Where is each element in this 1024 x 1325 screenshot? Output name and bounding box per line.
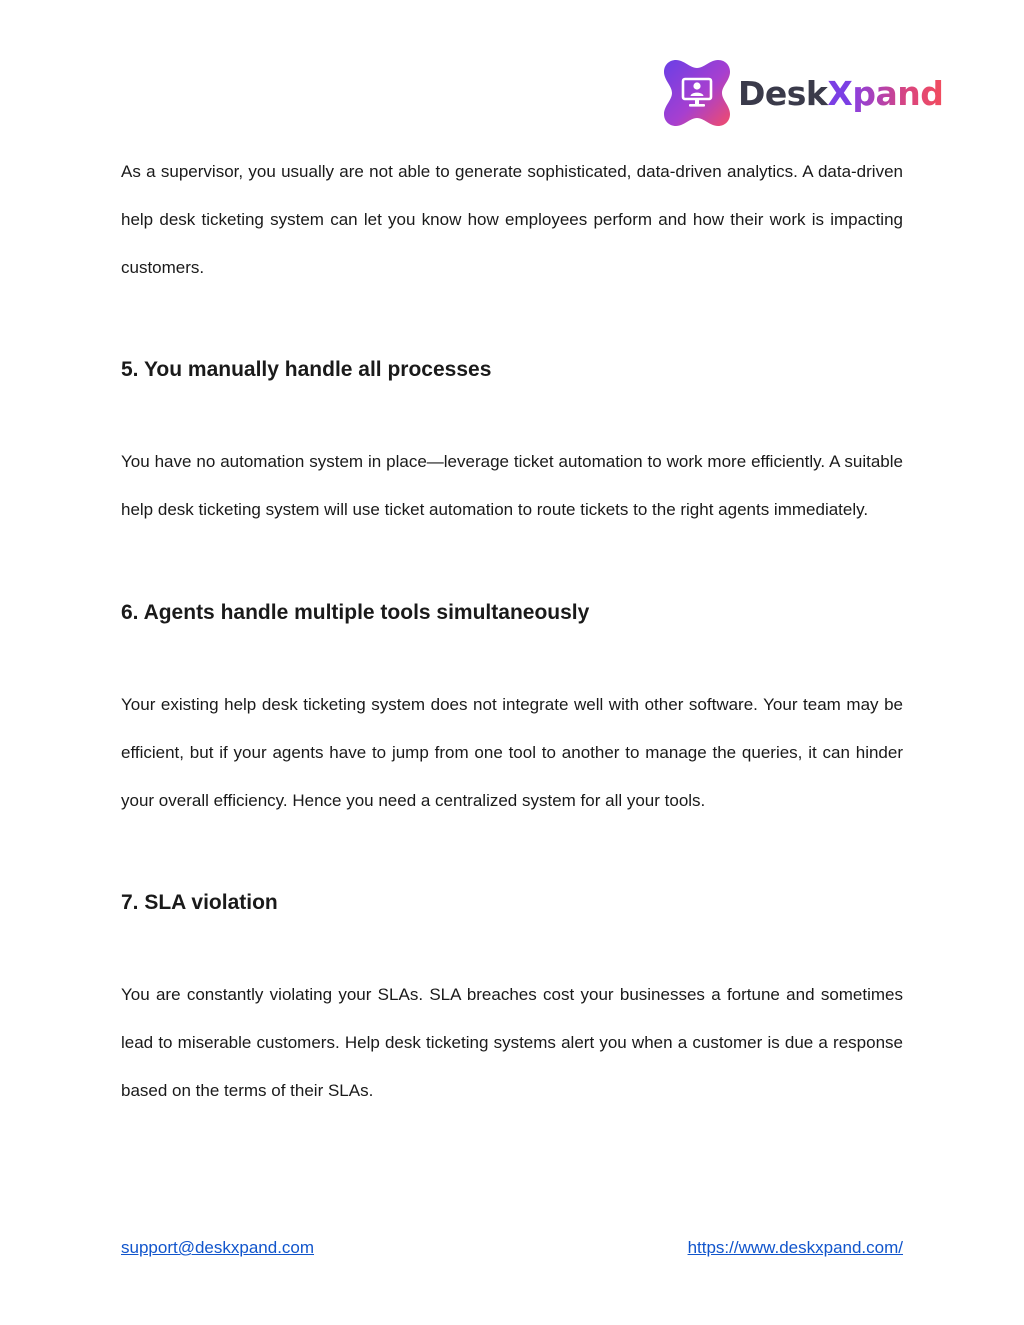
section-heading-5: 5. You manually handle all processes <box>121 358 492 382</box>
brand-wordmark <box>738 73 944 113</box>
website-link[interactable]: https://www.deskxpand.com/ <box>687 1238 903 1257</box>
section-body-5: You have no automation system in place—leverage ticket automation to work more efficiently. A suitable help desk ticketing system will use ticket automation to route tickets to the right agents immediately. <box>121 452 903 520</box>
brand-logo <box>664 58 943 128</box>
section-heading-6: 6. Agents handle multiple tools simultaneously <box>121 600 590 624</box>
brand-name-desk: Desk <box>738 73 828 113</box>
monitor-person-icon <box>664 58 730 128</box>
section-heading-7: 7. SLA violation <box>121 891 278 915</box>
section-body-7: You are constantly violating your SLAs. SLA breaches cost your businesses a fortune and sometimes lead to miserable customers. Help desk ticketing systems alert you when a customer is due a response based on the terms of their SLAs. <box>121 985 903 1100</box>
brand-name-x: X <box>827 73 853 113</box>
support-email-link[interactable]: support@deskxpand.com <box>121 1238 315 1257</box>
section-body-6: Your existing help desk ticketing system does not integrate well with other software. Your team may be efficient, but if your agents have to jump from one tool to another to manage the queries, it can hinder your overall efficiency. Hence you need a centralized system for all your tools. <box>121 694 903 810</box>
page-footer <box>121 1238 903 1258</box>
document-body <box>121 148 903 1115</box>
brand-name-pand: pand <box>852 73 944 113</box>
intro-paragraph: As a supervisor, you usually are not able to generate sophisticated, data-driven analytics. A data-driven help desk ticketing system can let you know how employees perform and how their work is impacting customers. <box>121 162 903 277</box>
